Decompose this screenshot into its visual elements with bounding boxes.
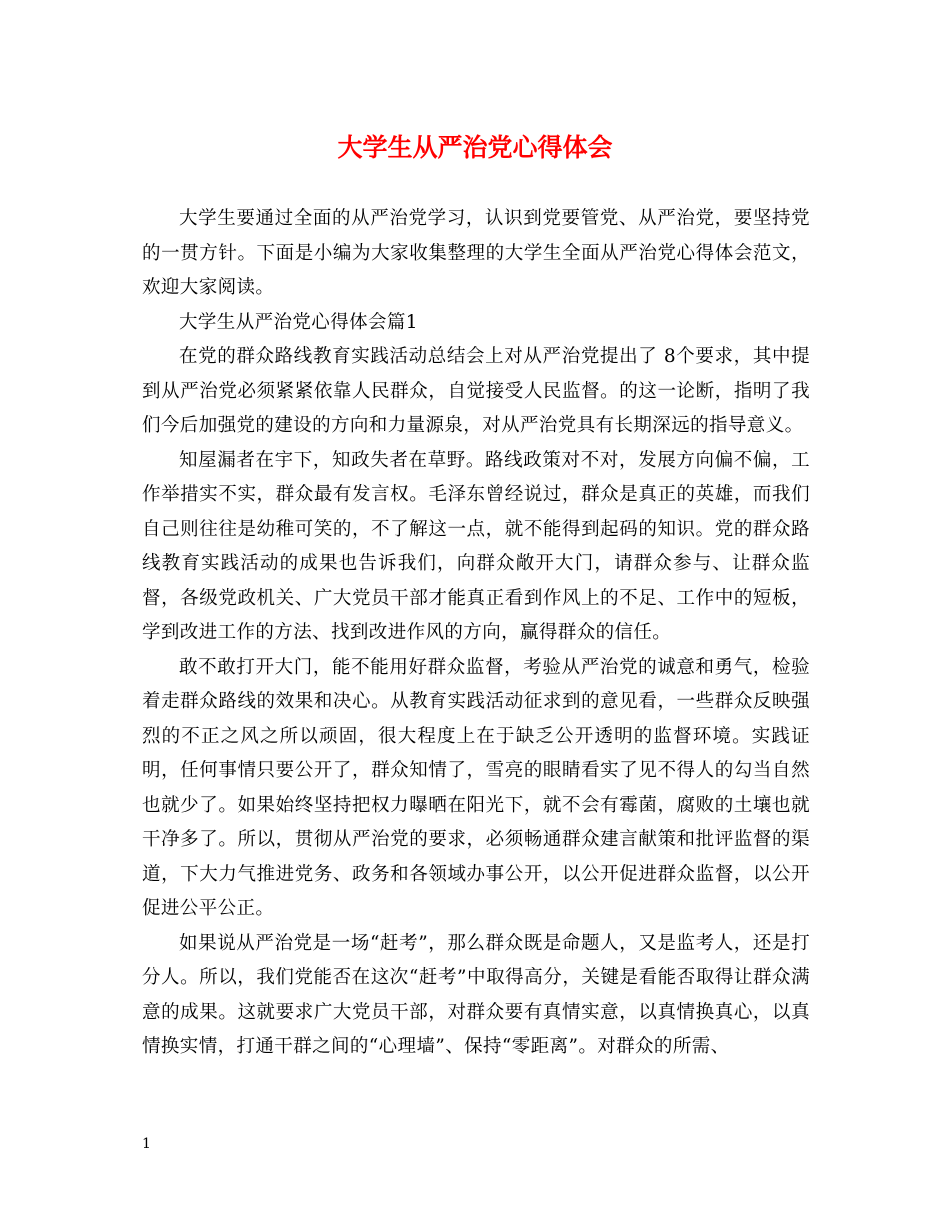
- paragraph-intro: 大学生要通过全面的从严治党学习，认识到党要管党、从严治党，要坚持党的一贯方针。下面是小编为大家收集整理的大学生全面从严治党心得体会范文，欢迎大家阅读。: [142, 208, 810, 298]
- document-body: [142, 202, 810, 1065]
- paragraph: 敢不敢打开大门，能不能用好群众监督，考验从严治党的诚意和勇气，检验着走群众路线的效果和决心。从教育实践活动征求到的意见看，一些群众反映强烈的不正之风之所以顽固，很大程度上在于缺乏公开透明的监督环境。实践证明，任何事情只要公开了，群众知情了，雪亮的眼睛看实了见不得人的勾当自然也就少了。如果始终坚持把权力曝晒在阳光下，就不会有霉菌，腐败的土壤也就干净多了。所以，贯彻从严治党的要求，必须畅通群众建言献策和批评监督的渠道，下大力气推进党务、政务和各领域办事公开，以公开促进群众监督，以公开促进公平公正。: [142, 656, 810, 919]
- document-title: 大学生从严治党心得体会: [337, 133, 613, 162]
- paragraph: 在党的群众路线教育实践活动总结会上对从严治党提出了 8个要求，其中提到从严治党必须紧紧依靠人民群众，自觉接受人民监督。的这一论断，指明了我们今后加强党的建设的方向和力量源泉，对从严治党具有长期深远的指导意义。: [142, 346, 810, 436]
- section-heading: 大学生从严治党心得体会篇1: [179, 311, 418, 333]
- paragraph: 如果说从严治党是一场“赶考”，那么群众既是命题人，又是监考人，还是打分人。所以，我们党能否在这次“赶考”中取得高分，关键是看能否取得让群众满意的成果。这就要求广大党员干部，对群众要有真情实意，以真情换真心，以真情换实情，打通干群之间的“心理墙”、保持“零距离”。对群众的所需、: [142, 932, 810, 1057]
- page-number: 1: [142, 1136, 151, 1152]
- paragraph: 知屋漏者在宇下，知政失者在草野。路线政策对不对，发展方向偏不偏，工作举措实不实，群众最有发言权。毛泽东曾经说过，群众是真正的英雄，而我们自己则往往是幼稚可笑的，不了解这一点，就不能得到起码的知识。党的群众路线教育实践活动的成果也告诉我们，向群众敞开大门，请群众参与、让群众监督，各级党政机关、广大党员干部才能真正看到作风上的不足、工作中的短板，学到改进工作的方法、找到改进作风的方向，赢得群众的信任。: [142, 449, 810, 643]
